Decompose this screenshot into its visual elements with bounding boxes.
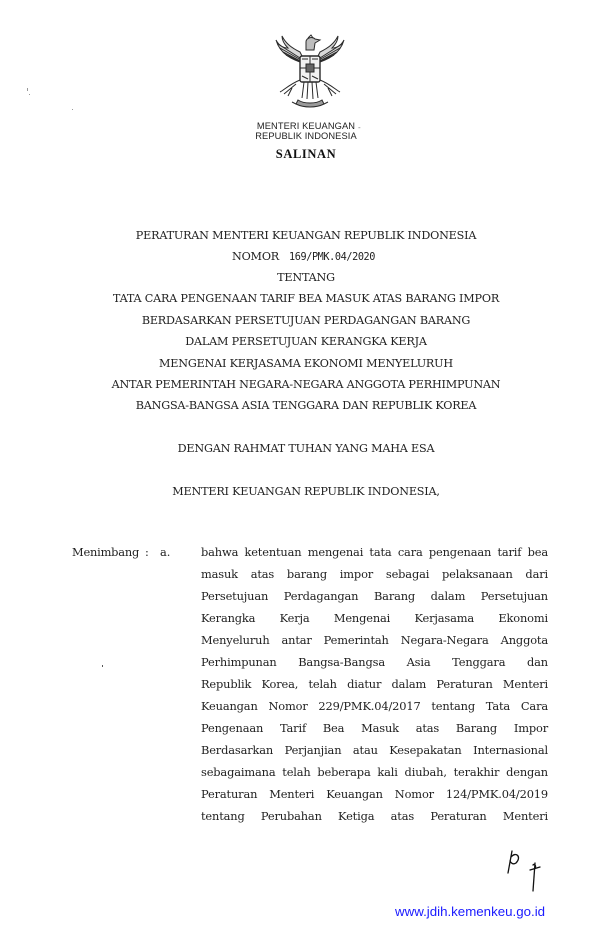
considering-label: Menimbang [72,545,140,559]
body-line-text: Republik Korea, telah diatur dalam Peraturan Menteri [201,677,548,691]
body-line-text: masuk atas barang impor sebagai pelaksanaan dari [201,567,548,581]
ministry-name-line1: MENTERI KEUANGAN [256,121,356,131]
subject-line: DALAM PERSETUJUAN KERANGKA KERJA [185,335,427,348]
body-line-text: Berdasarkan Perjanjian atau Kesepakatan Internasional [201,743,548,757]
scan-speck: - [358,123,361,132]
body-line-text: Peraturan Menteri Keuangan Nomor 124/PMK.04/2019 [201,787,548,801]
scan-speck [27,88,28,91]
garuda-emblem-icon [270,34,350,116]
body-line [201,699,548,713]
about-label: TENTANG [277,271,335,284]
paraf-signature-icon [500,845,550,895]
item-letter: a. [160,545,171,559]
body-line-text: tentang Perubahan Ketiga atas Peraturan Menteri [201,809,548,823]
body-line-text: bahwa ketentuan mengenai tata cara pengenaan tarif bea [201,545,548,559]
body-line-text: Perhimpunan Bangsa-Bangsa Asia Tenggara dan [201,655,548,669]
issuing-authority: MENTERI KEUANGAN REPUBLIK INDONESIA, [172,485,440,498]
number-label: NOMOR [232,250,280,263]
body-line-text: Persetujuan Perdagangan Barang dalam Persetujuan [201,589,548,603]
body-line [201,655,548,669]
body-line-text: Menyeluruh antar Pemerintah Negara-Negara Anggota [201,633,548,647]
body-line [201,545,548,559]
body-line [201,721,548,735]
body-line-text: sebagaimana telah beberapa kali diubah, terakhir dengan [201,765,548,779]
body-line [201,809,548,823]
body-line [201,611,548,625]
body-line [201,567,548,581]
ministry-name-line2: REPUBLIK INDONESIA [255,131,357,141]
subject-line: ANTAR PEMERINTAH NEGARA-NEGARA ANGGOTA PERHIMPUNAN [111,378,501,391]
considering-colon: : [145,545,149,559]
subject-line: TATA CARA PENGENAAN TARIF BEA MASUK ATAS BARANG IMPOR [112,292,500,305]
scan-speck [102,665,103,667]
body-line-text: Pengenaan Tarif Bea Masuk atas Barang Impor [201,721,548,735]
subject-line: BANGSA-BANGSA ASIA TENGGARA DAN REPUBLIK KOREA [135,399,477,412]
body-line [201,633,548,647]
scan-speck [29,94,30,95]
jdih-website-link[interactable]: www.jdih.kemenkeu.go.id [395,904,546,919]
body-line [201,787,548,801]
body-line [201,677,548,691]
regulation-number [232,250,375,263]
scan-speck [72,109,73,110]
regulation-title: PERATURAN MENTERI KEUANGAN REPUBLIK INDONESIA [135,229,477,242]
body-line [201,765,548,779]
subject-line: MENGENAI KERJASAMA EKONOMI MENYELURUH [159,357,453,370]
subject-line: BERDASARKAN PERSETUJUAN PERDAGANGAN BARANG [141,314,471,327]
number-value: 169/PMK.04/2020 [289,252,376,263]
body-line [201,743,548,757]
body-line [201,589,548,603]
body-line-text: Kerangka Kerja Mengenai Kerjasama Ekonomi [201,611,548,625]
invocation: DENGAN RAHMAT TUHAN YANG MAHA ESA [177,442,435,455]
body-line-text: Keuangan Nomor 229/PMK.04/2017 tentang Tata Cara [201,699,548,713]
salinan-stamp: SALINAN [275,147,337,161]
